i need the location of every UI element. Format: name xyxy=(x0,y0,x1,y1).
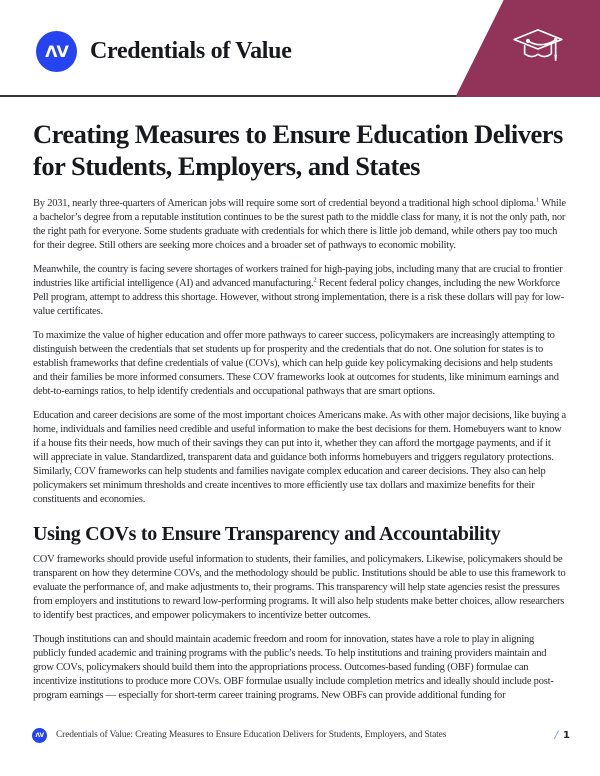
credentials-of-value-logo xyxy=(36,31,77,72)
paragraph xyxy=(33,409,568,507)
article-title: Creating Measures to Ensure Education Delivers for Students, Employers, and States xyxy=(33,119,563,181)
page-header xyxy=(0,0,600,97)
paragraph xyxy=(33,633,568,703)
logo-monogram: ΛV xyxy=(45,42,68,61)
paragraph-text: Meanwhile, the country is facing severe shortages of workers trained for high-paying jobs, including many that are crucial to frontier industries like artificial intelligence (AI) and advanced manufacturing. xyxy=(33,263,563,289)
paragraph xyxy=(33,263,568,319)
paragraph-text: Education and career decisions are some of the most important choices Americans make. As with other major decisions, like buying a home, individuals and families need credible and useful information to make the best decisions for them. Homebuyers want to know if a house fits their needs, how much of their savings they can put into it, whether they can afford the mortgage payments, and if it will appreciate in value. Standardized, transparent data and guidance both informs homebuyers and triggers regulatory protections. Similarly, COV frameworks can help students and families navigate complex education and career decisions. They also can help policymakers set minimum thresholds and create incentives to more efficiently use tax dollars and maximize benefits for their constituents and economies. xyxy=(33,409,566,505)
footnote-marker: 1 xyxy=(535,196,539,204)
logo-monogram: ΛV xyxy=(35,731,44,739)
paragraph-text: To maximize the value of higher education and offer more pathways to career success, policymakers are increasingly attempting to distinguish between the credentials that set students up for prosperity and the credentials that do not. One solution for states is to establish frameworks that define credentials of value (COVs), which can help guide key policymaking decisions and help students and their families be more informed consumers. These COV frameworks look at outcomes for students, like minimum earnings and debt-to-earnings ratios, to help identify credentials and occupational pathways that are smart options. xyxy=(33,329,559,397)
paragraph-text: By 2031, nearly three-quarters of American jobs will require some sort of credential beyond a traditional high school diploma. xyxy=(33,197,536,209)
paragraph-text: COV frameworks should provide useful information to students, their families, and policymakers. Likewise, policymakers should be transparent on how they determine COVs, and the methodology should be public. Institutions should be able to use this framework to evaluate the performance of, and make adjustments to, their programs. This transparency will help state agencies resist the pressures from employers and institutions to reward low-performing programs. It will also help students make better choices, allow researchers to identify best practices, and empower policymakers to incentivize better outcomes. xyxy=(33,553,566,621)
page-number: 1 xyxy=(563,729,570,741)
paragraph xyxy=(33,553,568,623)
section-heading: Using COVs to Ensure Transparency and Accountability xyxy=(33,522,501,545)
paragraph xyxy=(33,329,568,399)
paragraph-text: Recent federal policy changes, including the new Workforce Pell program, attempt to address this shortage. However, without strong implementation, there is a risk these dollars will pay for low-value certificates. xyxy=(33,277,564,317)
paragraph-text: While a bachelor’s degree from a reputable institution continues to be the surest path to the middle class for many, it is not the only path, nor the right path for everyone. Some students graduate with credentials for which there is little job demand, while others pay too much for their degree. Still others are seeking more choices and a broader set of pathways to economic mobility. xyxy=(33,197,566,251)
intro-paragraphs xyxy=(33,197,568,507)
brand xyxy=(36,31,292,72)
corner-accent-band xyxy=(454,0,600,97)
paragraph-text: Though institutions can and should maintain academic freedom and room for innovation, states have a role to play in aligning publicly funded academic and training programs with the public’s needs. To help institutions and training providers maintain and grow COVs, policymakers should build them into the appropriations process. Outcomes-based funding (OBF) formulae can incentivize institutions to produce more COVs. OBF formulae usually include completion metrics and ideally should include post-program earnings — especially for short-term career training programs. New OBFs can provide additional funding for xyxy=(33,633,554,701)
graduation-cap-icon xyxy=(512,28,564,75)
page-indicator xyxy=(554,727,570,743)
paragraph xyxy=(33,197,568,253)
page-slash: / xyxy=(554,727,559,742)
page-footer xyxy=(0,727,600,743)
footer-running-title: Credentials of Value: Creating Measures to Ensure Education Delivers for Students, Employers, and States xyxy=(56,730,447,740)
footer-logo xyxy=(32,728,47,743)
document-body xyxy=(0,97,600,703)
section-paragraphs xyxy=(33,553,568,703)
brand-name: Credentials of Value xyxy=(90,38,292,64)
footnote-marker: 2 xyxy=(313,276,317,284)
